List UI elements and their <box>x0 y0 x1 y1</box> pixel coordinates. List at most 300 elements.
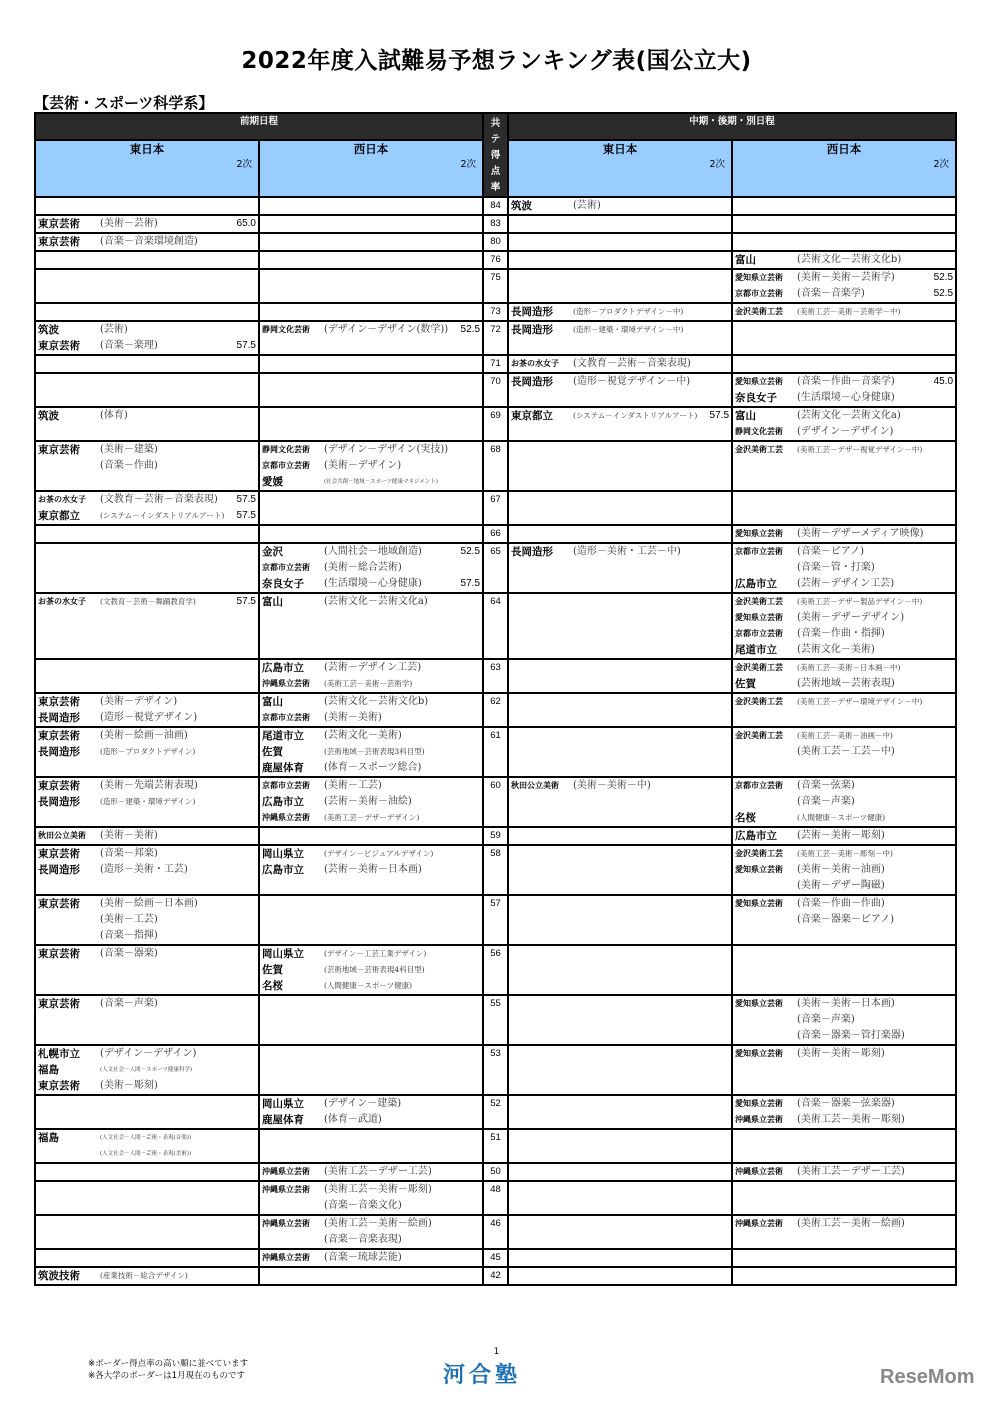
department-name: (文教育－芸術－音楽表現) <box>573 358 691 369</box>
section-heading: 【芸術・スポーツ科学系】 <box>34 94 214 112</box>
university-entry <box>735 778 953 794</box>
zenki-west-cell <box>259 995 483 1045</box>
score-rate-cell: 68 <box>483 441 508 491</box>
department-name: (美術工芸－デザー視覚デザイン－中) <box>797 445 923 454</box>
footer-note: ※各大学のボーダーは1月現在のものです <box>88 1371 246 1381</box>
university-name: 長岡造形 <box>38 712 80 724</box>
chuki-east-cell <box>508 215 732 233</box>
department-name: (音楽－作曲－音楽学) <box>797 376 895 387</box>
zenki-west-cell <box>259 845 483 895</box>
university-entry <box>38 594 256 610</box>
zenki-west-cell <box>259 543 483 593</box>
university-entry <box>38 1146 256 1162</box>
university-entry <box>38 912 256 928</box>
chuki-west-header: 西日本 2次 <box>732 140 956 197</box>
university-entry <box>262 862 480 878</box>
zenki-east-cell <box>35 303 259 321</box>
department-name: (音楽－音楽環境創造) <box>100 236 198 247</box>
niji-deviation-value: 52.5 <box>933 288 954 299</box>
zenki-west-cell <box>259 1215 483 1249</box>
chuki-west-cell <box>732 233 956 251</box>
university-entry <box>735 424 953 440</box>
department-name: (音楽－声楽) <box>797 1014 855 1025</box>
university-name: 長岡造形 <box>38 746 80 758</box>
university-entry <box>262 1096 480 1112</box>
university-name: 東京芸術 <box>38 696 80 708</box>
university-name: 筑波 <box>511 200 533 212</box>
department-name: (造形－美術・工芸－中) <box>573 546 681 557</box>
department-name: (造形－建築・環境デザイン－中) <box>573 325 684 334</box>
department-name: (芸術－美術－彫刻) <box>797 830 885 841</box>
university-name: 札幌市立 <box>38 1048 80 1060</box>
score-rate-cell: 70 <box>483 373 508 407</box>
chuki-west-cell <box>732 441 956 491</box>
zenki-east-cell <box>35 1163 259 1181</box>
score-rate-cell: 80 <box>483 233 508 251</box>
chuki-east-header: 東日本 2次 <box>508 140 732 197</box>
university-entry <box>38 862 256 878</box>
chuki-east-cell <box>508 197 732 215</box>
score-rate-cell: 52 <box>483 1095 508 1129</box>
department-name: (造形－美術・工芸) <box>100 864 188 875</box>
department-name: (芸術文化－芸術文化b) <box>324 696 429 707</box>
university-entry <box>262 458 480 474</box>
university-name: お茶の水女子 <box>38 597 86 606</box>
university-entry <box>262 846 480 862</box>
chuki-west-cell <box>732 215 956 233</box>
university-entry <box>511 304 729 320</box>
university-name: 富山 <box>735 254 757 266</box>
university-name: 長岡造形 <box>511 546 554 558</box>
department-name: (人文社会－人間－芸術・表現(音楽)) <box>100 1135 192 1141</box>
university-entry <box>262 962 480 978</box>
university-entry <box>511 374 729 390</box>
university-name: 金沢 <box>262 546 283 558</box>
department-name: (デザイン－デザイン(数学)) <box>324 324 449 335</box>
department-name: (造形－プロダクトデザイン－中) <box>573 307 684 316</box>
department-name: (美術－美術－彫刻) <box>797 1048 885 1059</box>
university-entry <box>735 408 953 424</box>
department-name: (芸術－美術－油絵) <box>324 796 412 807</box>
university-name: 広島市立 <box>262 796 304 808</box>
university-name: 東京芸術 <box>38 1080 80 1092</box>
university-entry <box>38 846 256 862</box>
score-rate-cell: 60 <box>483 777 508 827</box>
department-name: (美術－美術) <box>324 712 382 723</box>
department-name: (美術工芸－美術－彫刻－中) <box>797 849 893 858</box>
university-entry <box>38 458 256 474</box>
university-name: 愛媛 <box>262 476 283 488</box>
university-name: 広島市立 <box>735 578 778 590</box>
table-row <box>35 1181 956 1215</box>
zenki-west-cell <box>259 269 483 303</box>
page-number: 1 <box>493 1347 500 1357</box>
department-name: (人間社会－地域創造) <box>324 546 422 557</box>
university-entry <box>38 828 256 844</box>
department-name: (システム－インダストリアルアート) <box>573 411 698 420</box>
department-name: (音楽－楽理) <box>100 340 158 351</box>
department-name: (美術－美術) <box>100 830 158 841</box>
chuki-east-cell <box>508 373 732 407</box>
department-name: (美術工芸－美術－日本画－中) <box>797 663 901 672</box>
zenki-west-cell <box>259 407 483 441</box>
zenki-east-cell <box>35 355 259 373</box>
university-entry <box>735 270 953 286</box>
chuki-west-cell <box>732 321 956 355</box>
chuki-west-cell <box>732 269 956 303</box>
score-rate-cell: 51 <box>483 1129 508 1163</box>
table-row <box>35 945 956 995</box>
university-name: 東京芸術 <box>38 848 80 860</box>
zenki-east-cell <box>35 407 259 441</box>
chuki-west-cell <box>732 659 956 693</box>
university-entry <box>735 912 953 928</box>
score-rate-cell: 53 <box>483 1045 508 1095</box>
chuki-east-cell <box>508 233 732 251</box>
university-entry <box>262 1164 480 1180</box>
chuki-east-cell <box>508 1129 732 1163</box>
department-name: (美術工芸－デザー製品デザイン－中) <box>797 597 923 606</box>
score-rate-cell: 62 <box>483 693 508 727</box>
chuki-west-cell <box>732 1163 956 1181</box>
department-name: (体育－スポーツ総合) <box>324 762 422 773</box>
university-name: 金沢美術工芸 <box>735 445 784 454</box>
score-rate-cell: 65 <box>483 543 508 593</box>
chuki-west-cell <box>732 525 956 543</box>
chuki-west-cell <box>732 1249 956 1267</box>
chuki-west-cell <box>732 543 956 593</box>
chuki-west-cell <box>732 945 956 995</box>
table-row <box>35 233 956 251</box>
department-name: (造形－視覚デザイン－中) <box>573 376 691 387</box>
chuki-east-cell <box>508 321 732 355</box>
department-name: (美術－美術－日本画) <box>797 998 895 1009</box>
university-entry <box>735 1216 953 1232</box>
zenki-east-cell <box>35 1215 259 1249</box>
footer-note: ※ボーダー得点率の高い順に並べています <box>88 1359 249 1369</box>
university-name: 沖縄県立芸術 <box>262 1219 310 1228</box>
university-entry <box>735 1046 953 1062</box>
score-rate-cell: 46 <box>483 1215 508 1249</box>
university-name: 東京芸術 <box>38 218 80 230</box>
university-entry <box>262 694 480 710</box>
university-entry <box>735 374 953 390</box>
niji-deviation-value: 57.5 <box>236 596 256 607</box>
score-rate-cell: 84 <box>483 197 508 215</box>
chuki-west-cell <box>732 995 956 1045</box>
chuki-east-cell <box>508 1095 732 1129</box>
page-title: 2022年度入試難易予想ランキング表(国公立大) <box>241 48 752 74</box>
table-row <box>35 659 956 693</box>
score-rate-cell: 71 <box>483 355 508 373</box>
table-row <box>35 197 956 215</box>
department-name: (デザイン－デザイン) <box>797 426 894 437</box>
university-entry <box>38 928 256 944</box>
university-entry <box>735 576 953 592</box>
university-entry <box>735 862 953 878</box>
department-name: (デザイン－ビジュアルデザイン) <box>324 849 434 858</box>
chuki-east-cell <box>508 303 732 321</box>
zenki-east-cell <box>35 525 259 543</box>
table-row <box>35 525 956 543</box>
table-row <box>35 777 956 827</box>
chuki-east-cell <box>508 777 732 827</box>
university-entry <box>262 1112 480 1128</box>
table-row <box>35 1045 956 1095</box>
university-name: 名桜 <box>735 812 757 824</box>
department-name: (芸術地域－芸術表現3科目型) <box>324 747 425 756</box>
zenki-east-header: 東日本 2次 <box>35 140 259 197</box>
university-name: 筑波技術 <box>38 1270 80 1282</box>
niji-deviation-value: 65.0 <box>236 218 256 229</box>
university-name: 福島 <box>38 1132 59 1144</box>
zenki-west-cell <box>259 1095 483 1129</box>
chuki-east-cell <box>508 827 732 845</box>
department-name: (芸術) <box>100 324 128 335</box>
university-name: 金沢美術工芸 <box>735 849 784 858</box>
score-rate-cell: 58 <box>483 845 508 895</box>
department-name: (美術工芸－デザー工芸) <box>324 1166 432 1177</box>
zenki-west-cell <box>259 441 483 491</box>
university-entry <box>262 676 480 692</box>
university-entry <box>38 946 256 962</box>
score-rate-cell: 83 <box>483 215 508 233</box>
university-entry <box>735 1096 953 1112</box>
university-name: 鹿屋体育 <box>262 1114 304 1126</box>
score-rate-cell: 50 <box>483 1163 508 1181</box>
zenki-west-cell <box>259 593 483 659</box>
university-entry <box>262 710 480 726</box>
score-rate-cell: 45 <box>483 1249 508 1267</box>
department-name: (美術工芸－美術－芸術学－中) <box>797 307 901 316</box>
university-entry <box>511 356 729 372</box>
score-rate-cell: 69 <box>483 407 508 441</box>
university-entry <box>38 778 256 794</box>
department-name: (音楽－声楽) <box>797 796 855 807</box>
chuki-west-cell <box>732 895 956 945</box>
university-entry <box>735 304 953 320</box>
score-rate-cell: 61 <box>483 727 508 777</box>
niji-deviation-value: 45.0 <box>933 376 954 387</box>
university-name: 沖縄県立芸術 <box>735 1219 784 1228</box>
chuki-west-cell <box>732 1095 956 1129</box>
chuki-west-cell <box>732 303 956 321</box>
university-name: 富山 <box>735 410 757 422</box>
zenki-east-cell <box>35 1095 259 1129</box>
university-name: 静岡文化芸術 <box>262 445 310 454</box>
department-name: (美術－先端芸術表現) <box>100 780 198 791</box>
department-name: (音楽－音楽学) <box>797 288 865 299</box>
department-name: (芸術－デザイン工芸) <box>324 662 422 673</box>
university-name: 京都市立芸術 <box>735 781 784 790</box>
university-name: 東京芸術 <box>38 444 80 456</box>
table-row <box>35 995 956 1045</box>
chuki-east-cell <box>508 845 732 895</box>
department-name: (音楽－弦楽) <box>797 780 855 791</box>
university-entry <box>735 810 953 826</box>
department-name: (芸術文化－芸術文化a) <box>797 410 901 421</box>
university-entry <box>735 610 953 626</box>
department-name: (美術－絵画－日本画) <box>100 898 198 909</box>
zenki-east-cell <box>35 777 259 827</box>
university-name: 広島市立 <box>262 864 304 876</box>
zenki-header: 前期日程 <box>35 113 483 140</box>
chuki-east-cell <box>508 593 732 659</box>
university-name: 東京芸術 <box>38 236 80 248</box>
score-rate-cell: 48 <box>483 1181 508 1215</box>
score-rate-cell: 75 <box>483 269 508 303</box>
department-name: (美術－美術－芸術学) <box>797 272 895 283</box>
department-name: (美術工芸－工芸－中) <box>797 746 895 757</box>
resemom-watermark: ReseMom <box>880 1366 975 1388</box>
department-name: (芸術地域－芸術表現) <box>797 678 895 689</box>
zenki-west-cell <box>259 197 483 215</box>
department-name: (人文社会－人間－芸術・表現(美術)) <box>100 1151 192 1157</box>
university-name: 筑波 <box>38 324 59 336</box>
university-entry <box>735 642 953 658</box>
zenki-east-cell <box>35 1181 259 1215</box>
university-name: 佐賀 <box>262 746 283 758</box>
university-entry <box>38 338 256 354</box>
university-entry <box>38 322 256 338</box>
zenki-east-cell <box>35 727 259 777</box>
chuki-west-cell <box>732 197 956 215</box>
university-entry <box>262 760 480 776</box>
table-row <box>35 1129 956 1163</box>
score-rate-cell: 42 <box>483 1267 508 1285</box>
department-name: (芸術－美術－日本画) <box>324 864 422 875</box>
department-name: (美術工芸－美術－油画－中) <box>797 731 893 740</box>
zenki-west-cell <box>259 251 483 269</box>
university-entry <box>511 544 729 560</box>
university-name: 福島 <box>38 1064 59 1076</box>
zenki-west-cell <box>259 895 483 945</box>
niji-deviation-value: 57.5 <box>709 410 730 421</box>
score-rate-cell: 67 <box>483 491 508 525</box>
chuki-east-cell <box>508 543 732 593</box>
university-entry <box>38 996 256 1012</box>
university-name: 長岡造形 <box>38 796 80 808</box>
department-name: (音楽－ピアノ) <box>797 546 865 557</box>
department-name: (美術－デザー陶磁) <box>797 880 885 891</box>
university-entry <box>511 408 729 424</box>
university-entry <box>735 660 953 676</box>
zenki-east-cell <box>35 945 259 995</box>
department-name: (音楽－声楽) <box>100 998 158 1009</box>
chuki-west-cell <box>732 1045 956 1095</box>
department-name: (デザイン－デザイン) <box>100 1048 197 1059</box>
chuki-west-cell <box>732 727 956 777</box>
zenki-east-cell <box>35 233 259 251</box>
zenki-east-cell <box>35 593 259 659</box>
department-name: (社会共創－地域－スポーツ健康マネジメント) <box>324 479 438 485</box>
department-name: (美術工芸－美術－絵画) <box>797 1218 905 1229</box>
score-rate-cell: 63 <box>483 659 508 693</box>
department-name: (音楽－指揮) <box>100 930 158 941</box>
chuki-west-cell <box>732 355 956 373</box>
university-name: 沖縄県立芸術 <box>262 679 310 688</box>
department-name: (美術工芸－美術－彫刻) <box>324 1184 432 1195</box>
university-entry <box>262 594 480 610</box>
ranking-table <box>34 112 957 1286</box>
zenki-west-header: 西日本 2次 <box>259 140 483 197</box>
university-entry <box>38 408 256 424</box>
university-name: 金沢美術工芸 <box>735 597 784 606</box>
department-name: (音楽－作曲) <box>100 460 158 471</box>
zenki-west-cell <box>259 233 483 251</box>
niji-deviation-value: 57.5 <box>236 340 256 351</box>
zenki-east-cell <box>35 491 259 525</box>
university-entry <box>262 442 480 458</box>
table-row <box>35 215 956 233</box>
university-entry <box>38 1078 256 1094</box>
university-entry <box>38 1046 256 1062</box>
department-name: (芸術－デザイン工芸) <box>797 578 895 589</box>
zenki-east-cell <box>35 845 259 895</box>
department-name: (美術－デザーメディア映像) <box>797 528 924 539</box>
university-entry <box>735 594 953 610</box>
university-entry <box>735 794 953 810</box>
university-entry <box>262 728 480 744</box>
university-name: 佐賀 <box>262 964 283 976</box>
chuki-west-cell <box>732 491 956 525</box>
score-rate-cell: 66 <box>483 525 508 543</box>
table-row <box>35 1267 956 1285</box>
university-entry <box>511 198 729 214</box>
chuki-west-cell <box>732 251 956 269</box>
university-entry <box>262 560 480 576</box>
university-entry <box>262 474 480 490</box>
department-name: (美術－総合芸術) <box>324 562 402 573</box>
university-name: お茶の水女子 <box>38 495 86 504</box>
university-name: 東京都立 <box>511 410 554 422</box>
zenki-east-cell <box>35 827 259 845</box>
department-name: (芸術地域－芸術表現4科目型) <box>324 965 425 974</box>
table-row <box>35 355 956 373</box>
chuki-west-cell <box>732 593 956 659</box>
table-row <box>35 303 956 321</box>
department-name: (音楽－作曲・指揮) <box>797 628 885 639</box>
university-name: 京都市立芸術 <box>735 289 784 298</box>
university-entry <box>735 442 953 458</box>
university-name: 沖縄県立芸術 <box>262 813 310 822</box>
university-entry <box>735 676 953 692</box>
department-name: (芸術文化－芸術文化a) <box>324 596 428 607</box>
university-entry <box>735 744 953 760</box>
zenki-west-cell <box>259 1163 483 1181</box>
university-name: お茶の水女子 <box>511 359 560 368</box>
university-name: 尾道市立 <box>262 730 304 742</box>
zenki-west-cell <box>259 321 483 355</box>
table-row <box>35 373 956 407</box>
university-entry <box>262 1232 480 1248</box>
university-name: 広島市立 <box>262 662 304 674</box>
zenki-east-cell <box>35 543 259 593</box>
footer-notes <box>88 1358 248 1382</box>
niji-deviation-value: 52.5 <box>460 324 481 335</box>
department-name: (美術工芸－デザーデザイン) <box>324 813 420 822</box>
university-entry <box>735 896 953 912</box>
university-entry <box>38 442 256 458</box>
university-name: 愛知県立芸術 <box>735 273 784 282</box>
department-name: (体育－武道) <box>324 1114 382 1125</box>
department-name: (美術工芸－美術－絵画) <box>324 1218 432 1229</box>
kawaijuku-logo: 河合塾 <box>443 1363 522 1388</box>
zenki-west-cell <box>259 215 483 233</box>
university-entry <box>511 778 729 794</box>
department-name: (音楽－器楽) <box>100 948 158 959</box>
chuki-east-cell <box>508 995 732 1045</box>
